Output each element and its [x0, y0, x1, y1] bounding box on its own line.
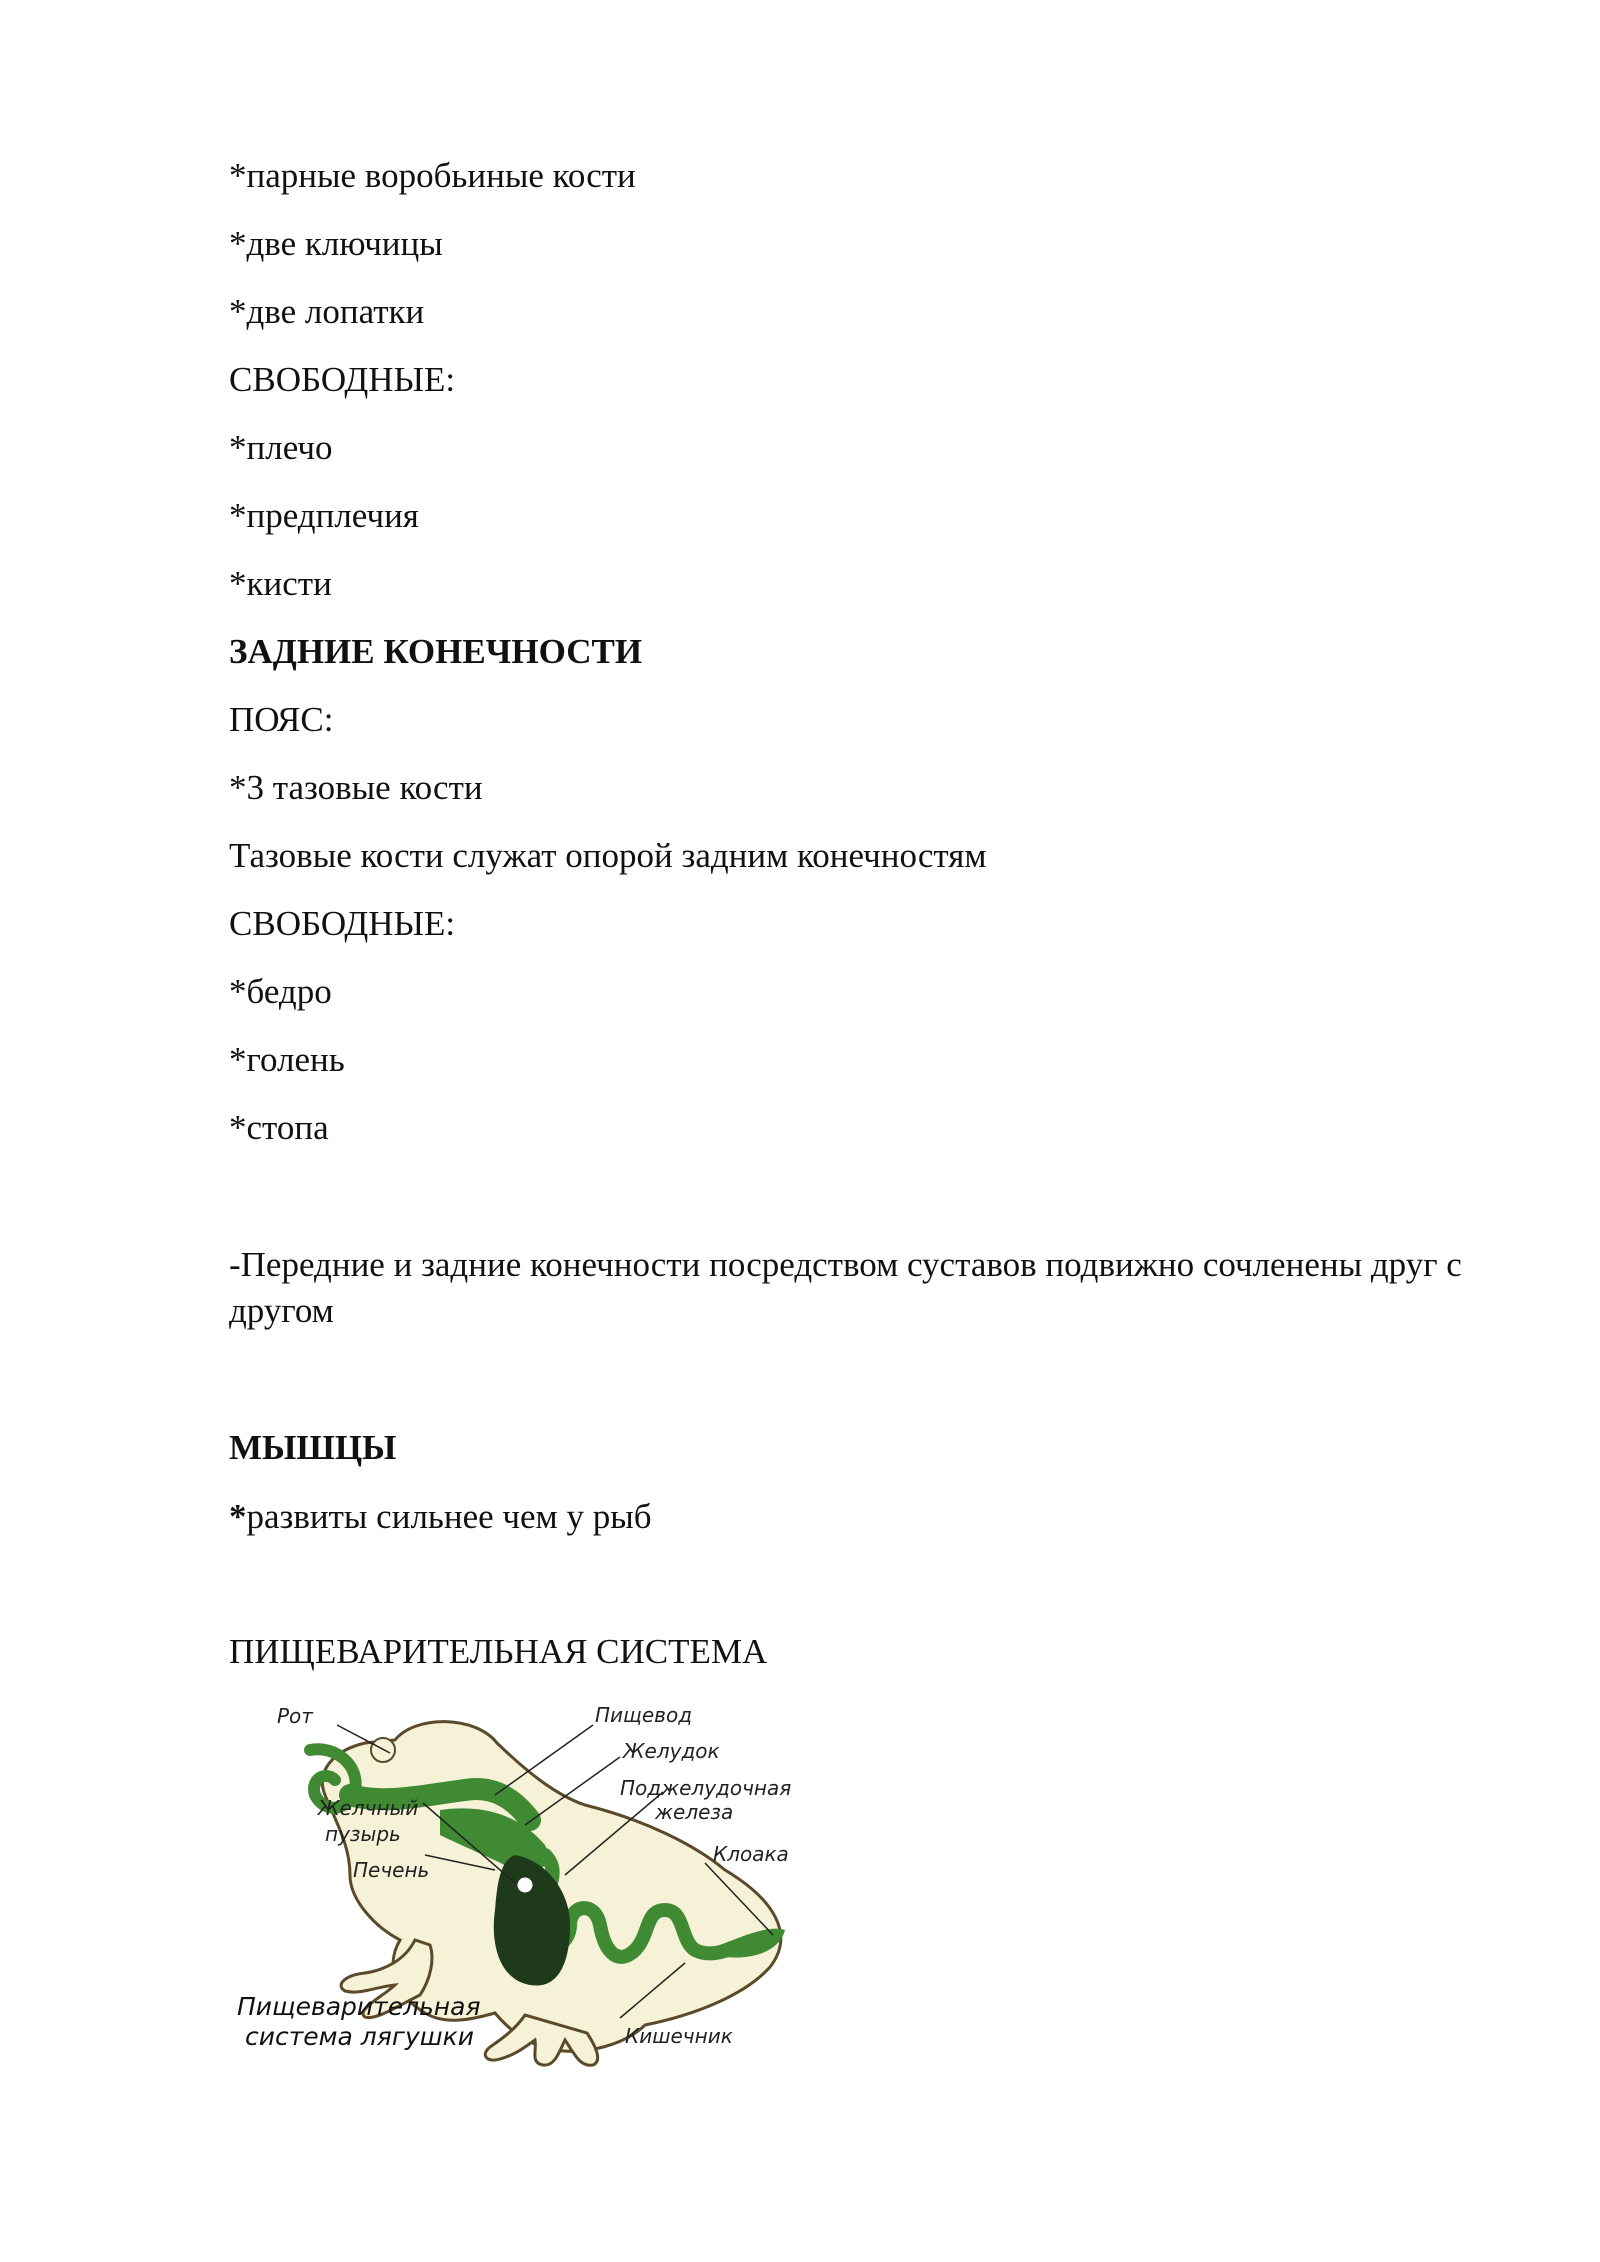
text-line: *бедро — [229, 972, 332, 1011]
text-line: *предплечия — [229, 496, 419, 535]
label-mouth: Рот — [277, 1704, 313, 1728]
text-line: *3 тазовые кости — [229, 768, 483, 807]
bullet-star: * — [229, 1497, 247, 1536]
label-pancreas-2: железа — [655, 1800, 734, 1824]
label-liver: Печень — [353, 1858, 430, 1882]
figure-caption-2: система лягушки — [245, 2022, 474, 2051]
label-esophagus: Пищевод — [595, 1703, 693, 1727]
text-line: *две лопатки — [229, 292, 425, 331]
text-span: развиты сильнее чем у рыб — [246, 1497, 652, 1536]
text-line: *две ключицы — [229, 224, 443, 263]
text-line: *стопа — [229, 1108, 329, 1147]
text-line: *голень — [229, 1040, 345, 1079]
text-line: *кисти — [229, 564, 332, 603]
gallbladder — [516, 1876, 534, 1894]
text-line: *плечо — [229, 428, 333, 467]
text-line: ПОЯС: — [229, 700, 334, 739]
label-cloaca: Клоака — [713, 1842, 789, 1866]
section-heading: ЗАДНИЕ КОНЕЧНОСТИ — [229, 632, 643, 671]
label-intestine: Кишечник — [625, 2024, 733, 2048]
section-heading: ПИЩЕВАРИТЕЛЬНАЯ СИСТЕМА — [229, 1632, 768, 1671]
label-pancreas: Поджелудочная — [620, 1776, 792, 1800]
label-gallbladder-2: пузырь — [325, 1822, 401, 1846]
text-line — [229, 1494, 652, 1540]
text-line: Тазовые кости служат опорой задним конечностям — [229, 836, 987, 875]
label-stomach: Желудок — [623, 1739, 720, 1763]
label-gallbladder: Желчный — [318, 1796, 419, 1820]
section-heading: МЫШЦЫ — [229, 1428, 397, 1467]
paragraph: -Передние и задние конечности посредством суставов подвижно сочленены друг с другом — [229, 1245, 1462, 1330]
figure-caption: Пищеварительная — [237, 1992, 481, 2021]
frog-digestive-diagram — [225, 1695, 925, 2075]
text-line: СВОБОДНЫЕ: — [229, 904, 456, 943]
text-line: *парные воробьиные кости — [229, 156, 636, 195]
text-line: СВОБОДНЫЕ: — [229, 360, 456, 399]
